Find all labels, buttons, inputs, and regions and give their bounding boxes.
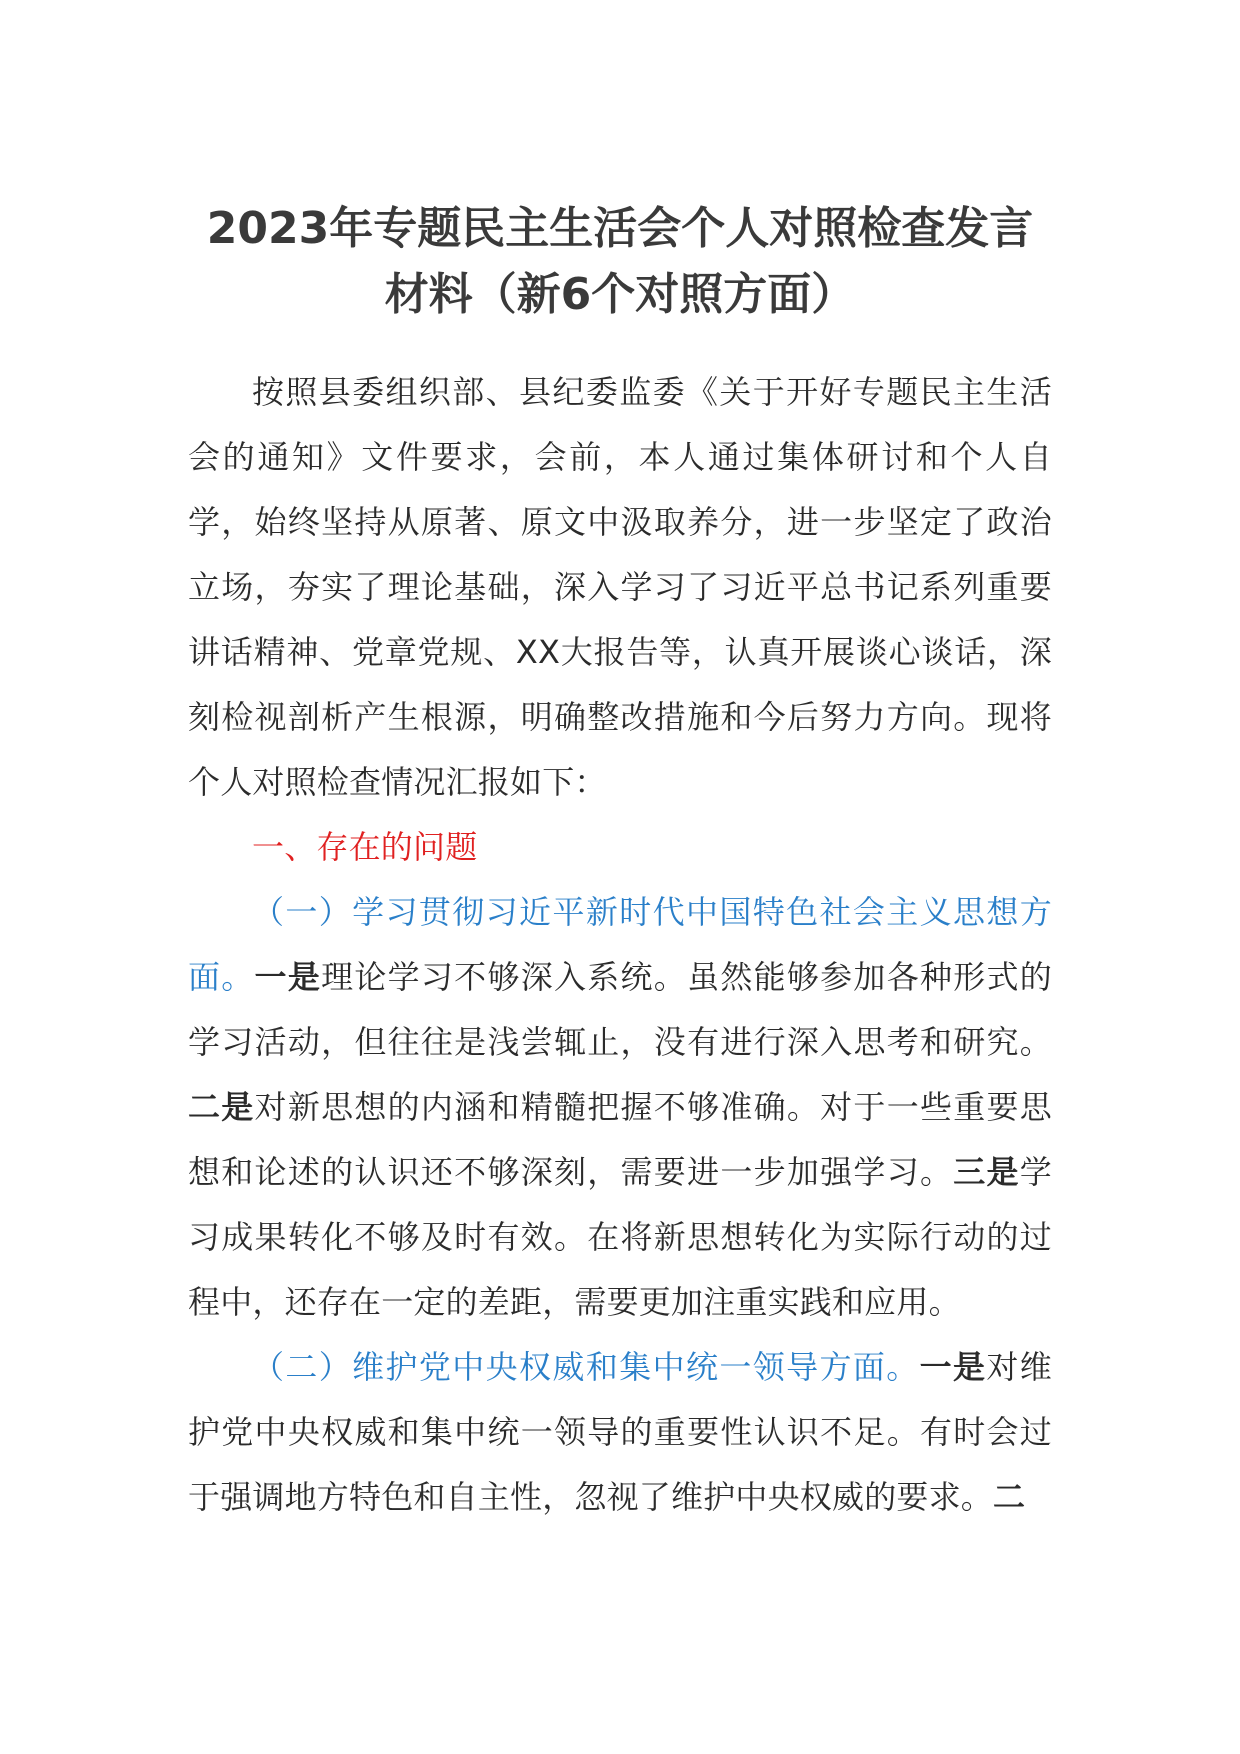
document-body	[188, 360, 1052, 1530]
point-marker: 三是	[953, 1153, 1020, 1191]
point-text: 对维护党中央权威和集中统一领导的重要性认识不足。有时会过于强调地方特色和自主性，忽视了维护中央权威的要求。	[188, 1348, 1052, 1516]
point-text: 对新思想的内涵和精髓把握不够准确。对于一些重要思想和论述的认识还不够深刻，需要进一步加强学习。	[188, 1088, 1052, 1191]
section-heading-problems: 一、存在的问题	[252, 828, 478, 866]
point-marker: 二是	[188, 1088, 255, 1126]
point-text: 理论学习不够深入系统。虽然能够参加各种形式的学习活动，但往往是浅尝辄止，没有进行深入思考和研究。	[188, 958, 1052, 1061]
subsection-2-heading: （二）维护党中央权威和集中统一领导方面。	[252, 1348, 920, 1386]
subsection-2-paragraph	[188, 1335, 1052, 1530]
title-line-2: 材料（新6个对照方面）	[384, 269, 856, 320]
point-text: 学习成果转化不够及时有效。在将新思想转化为实际行动的过程中，还存在一定的差距，需要更加注重实践和应用。	[188, 1153, 1052, 1321]
title-line-1: 2023年专题民主生活会个人对照检查发言	[206, 203, 1034, 254]
point-marker: 一是	[254, 958, 322, 996]
document-page	[188, 196, 1052, 1530]
document-title	[188, 196, 1052, 328]
point-marker: 一是	[919, 1348, 987, 1386]
subsection-1-paragraph	[188, 880, 1052, 1335]
subsection-1-heading: （一）学习贯彻习近平新时代中国特色社会主义思想方面。	[188, 893, 1052, 996]
point-marker: 二	[993, 1478, 1026, 1516]
intro-paragraph: 按照县委组织部、县纪委监委《关于开好专题民主生活会的通知》文件要求，会前，本人通过集体研讨和个人自学，始终坚持从原著、原文中汲取养分，进一步坚定了政治立场，夯实了理论基础，深入学习了习近平总书记系列重要讲话精神、党章党规、XX大报告等，认真开展谈心谈话，深刻检视剖析产生根源，明确整改措施和今后努力方向。现将个人对照检查情况汇报如下：	[188, 373, 1052, 801]
